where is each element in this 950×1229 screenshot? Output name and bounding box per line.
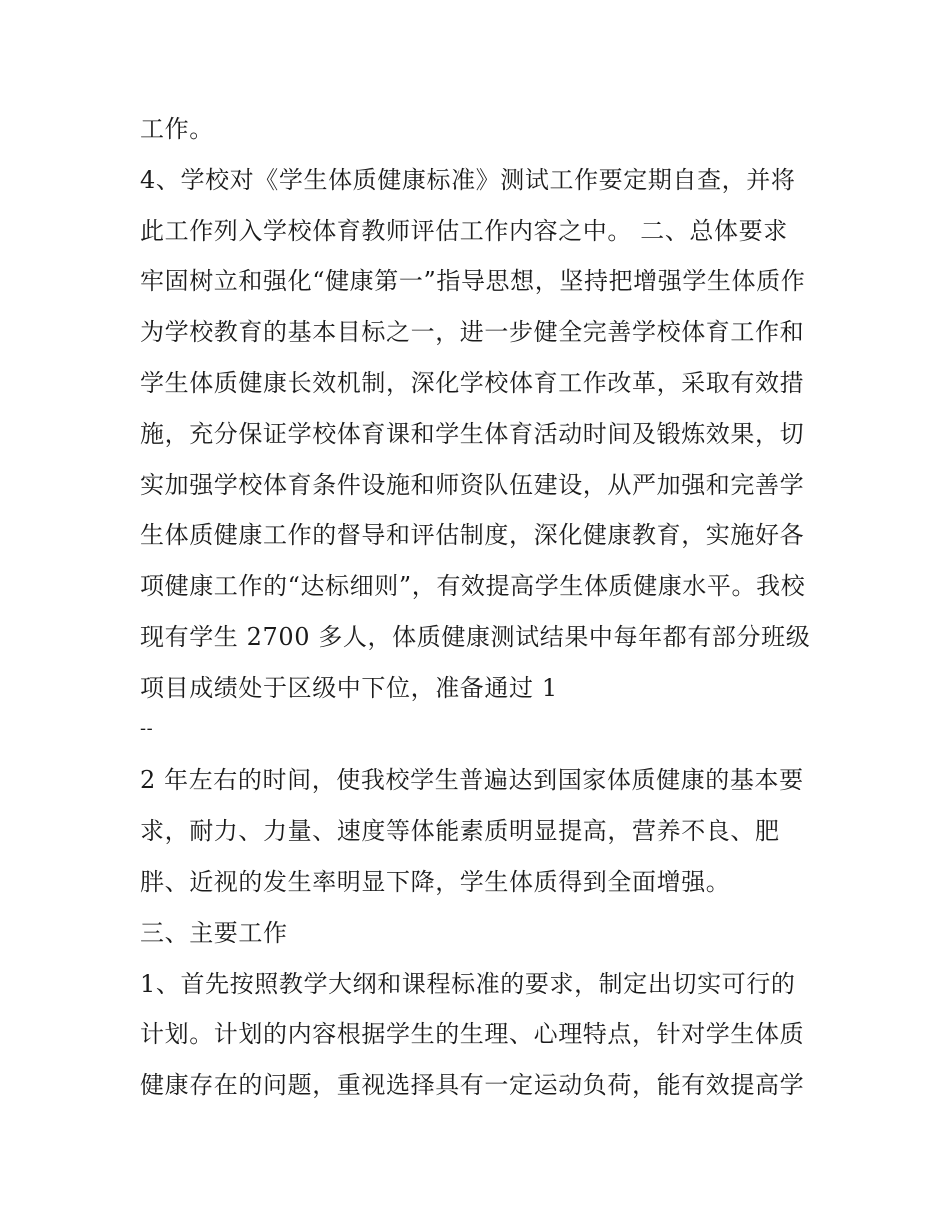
text-line: 此工作列入学校体育教师评估工作内容之中。 二、总体要求	[140, 217, 788, 245]
text-line: 现有学生 2700 多人，体质健康测试结果中每年都有部分班级	[140, 623, 811, 651]
text-line: 计划。计划的内容根据学生的生理、心理特点，针对学生体质	[140, 1020, 805, 1048]
text-line: 为学校教育的基本目标之一，进一步健全完善学校体育工作和	[140, 318, 805, 346]
text-line: 1、首先按照教学大纲和课程标准的要求，制定出切实可行的	[140, 970, 796, 998]
text-line: 实加强学校体育条件设施和师资队伍建设，从严加强和完善学	[140, 471, 805, 499]
text-line: 2 年左右的时间，使我校学生普遍达到国家体质健康的基本要	[140, 766, 804, 794]
text-line: 健康存在的问题，重视选择具有一定运动负荷，能有效提高学	[140, 1071, 805, 1099]
text-line: 牢固树立和强化“健康第一”指导思想，坚持把增强学生体质作	[140, 267, 806, 295]
text-line: 胖、近视的发生率明显下降，学生体质得到全面增强。	[140, 868, 731, 896]
text-line: 项健康工作的“达标细则”，有效提高学生体质健康水平。我校	[140, 572, 806, 600]
text-line: 学生体质健康长效机制，深化学校体育工作改革，采取有效措	[140, 369, 805, 397]
section-heading: 三、主要工作	[140, 919, 288, 947]
text-line: 项目成绩处于区级中下位，准备通过 1	[140, 674, 558, 702]
page-break-marker: --	[140, 718, 154, 739]
text-line: 施，充分保证学校体育课和学生体育活动时间及锻炼效果，切	[140, 420, 805, 448]
text-line: 工作。	[140, 115, 214, 143]
text-line: 4、学校对《学生体质健康标准》测试工作要定期自查，并将	[140, 166, 796, 194]
text-line: 求，耐力、力量、速度等体能素质明显提高，营养不良、肥	[140, 817, 780, 845]
text-line: 生体质健康工作的督导和评估制度，深化健康教育，实施好各	[140, 521, 805, 549]
